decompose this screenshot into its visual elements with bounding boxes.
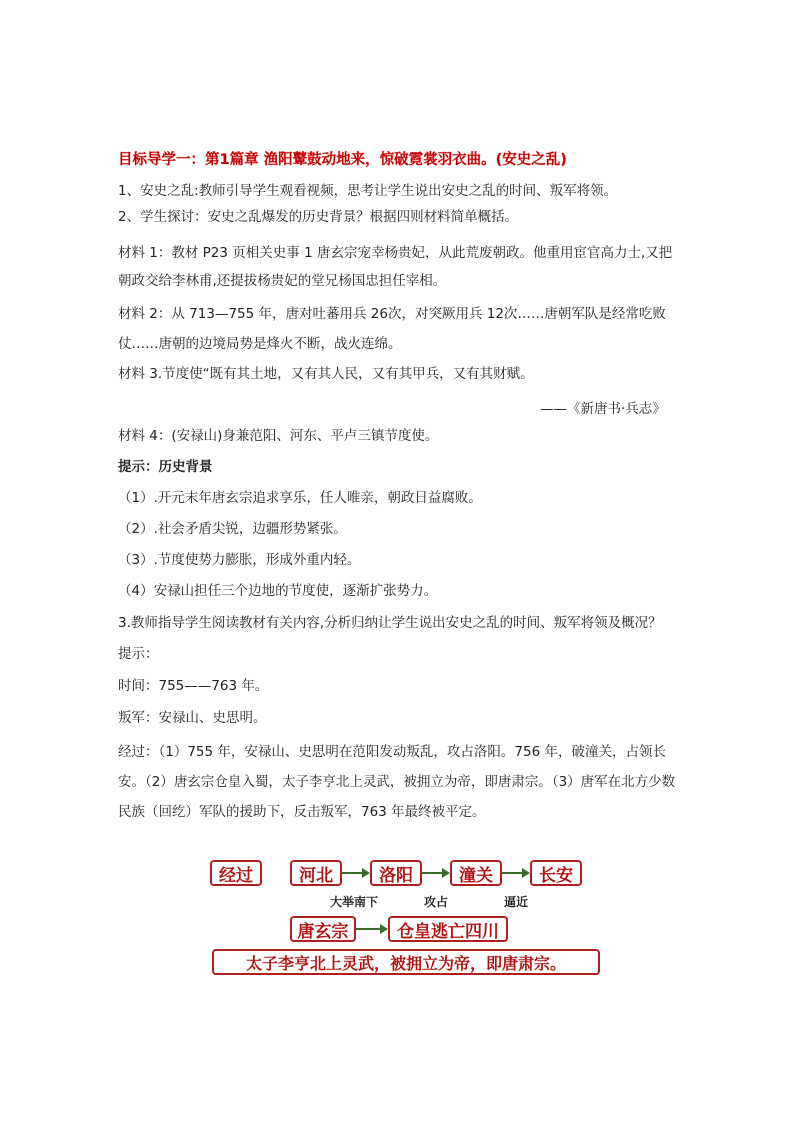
- tip-label: 提示：: [118, 646, 159, 662]
- item-2: 2、学生探讨：安史之乱爆发的历史背景？根据四则材料简单概括。: [118, 209, 519, 225]
- material-1: 材料 1：教材 P23 页相关史事 1 唐玄宗宠幸杨贵妃，从此荒废朝政。他重用宦官高力士,又把朝政交给李林甫,还提拔杨贵妃的堂兄杨国忠担任宰相。: [118, 245, 673, 289]
- place-hebei: 河北: [290, 860, 342, 886]
- process-paragraph: 经过：（1）755 年，安禄山、史思明在范阳发动叛乱，攻占洛阳。756 年，破潼关，占领长安。（2）唐玄宗仓皇入蜀，太子李亨北上灵武，被拥立为帝，即唐肃宗。（3）唐军在北方少数民族（回纥）军队的援助下，反击叛军，763 年最终被平定。: [118, 744, 676, 820]
- action-3: 逼近: [504, 895, 529, 909]
- item-1: 1、安史之乱:教师引导学生观看视频，思考让学生说出安史之乱的时间、叛军将领。: [118, 183, 618, 199]
- rebels-line: 叛军：安禄山、史思明。: [118, 710, 267, 726]
- tip-4: （4）安禄山担任三个边地的节度使，逐渐扩张势力。: [118, 583, 438, 599]
- material-2: 材料 2：从 713—755 年，唐对吐蕃用兵 26次，对突厥用兵 12次……唐朝军队是经常吃败仗……唐朝的边境局势是烽火不断，战火连绵。: [118, 306, 666, 352]
- arrow-icon: [502, 864, 530, 882]
- material-3: 材料 3.节度使“既有其土地，又有其人民，又有其甲兵，又有其财赋。: [118, 366, 534, 382]
- arrow-icon: [342, 864, 370, 882]
- time-line: 时间：755——763 年。: [118, 678, 269, 694]
- place-tongguan: 潼关: [450, 860, 502, 886]
- tip-2: （2）.社会矛盾尖锐，边疆形势紧张。: [118, 521, 347, 537]
- tip-1: （1）.开元末年唐玄宗追求享乐，任人唯亲，朝政日益腐败。: [118, 490, 482, 506]
- tip-3: （3）.节度使势力膨胀，形成外重内轻。: [118, 552, 361, 568]
- item-3: 3.教师指导学生阅读教材有关内容,分析归纳让学生说出安史之乱的时间、叛军将领及概况？: [118, 615, 662, 631]
- section-heading: 目标导学一：第1篇章 渔阳鼙鼓动地来，惊破霓裳羽衣曲。(安史之乱): [118, 152, 567, 168]
- place-luoyang: 洛阳: [370, 860, 422, 886]
- crown-box: 太子李亨北上灵武，被拥立为帝，即唐肃宗。: [212, 949, 600, 975]
- material-4: 材料 4：(安禄山)身兼范阳、河东、平卢三镇节度使。: [118, 428, 439, 444]
- action-1: 大举南下: [330, 895, 379, 909]
- diagram-label-box: 经过: [210, 860, 262, 886]
- action-2: 攻占: [424, 895, 449, 909]
- flee-box: 仓皇逃亡四川: [388, 916, 508, 942]
- material-3-source: ——《新唐书·兵志》: [540, 401, 666, 417]
- place-changan: 长安: [530, 860, 582, 886]
- arrow-icon: [356, 920, 388, 938]
- tip-title: 提示：历史背景: [118, 459, 213, 475]
- emperor-box: 唐玄宗: [290, 916, 356, 942]
- arrow-icon: [422, 864, 450, 882]
